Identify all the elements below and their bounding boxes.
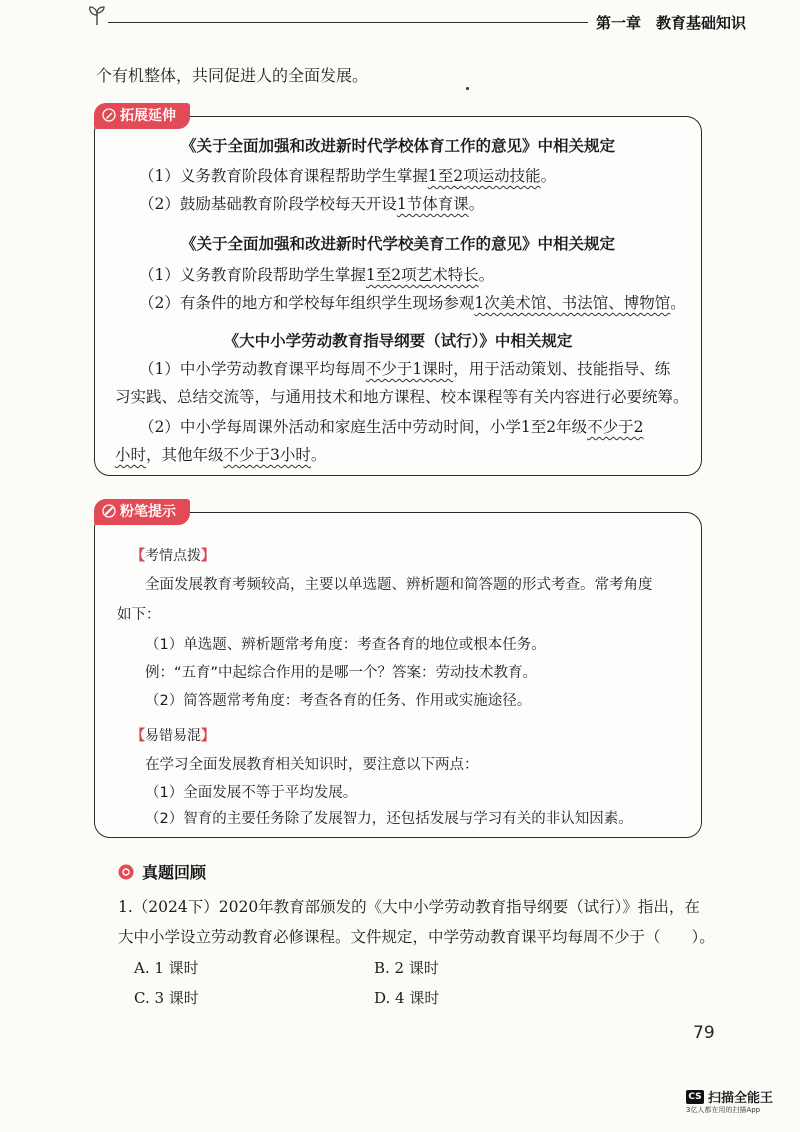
pencil-icon <box>102 108 116 122</box>
tip-text: （2）简答题常考角度：考查各育的任务、作用或实施途径。 <box>145 693 532 709</box>
scanner-slogan: 3亿人都在用的扫描App <box>686 1106 761 1114</box>
list-item-continued: 小时，其他年级不少于3小时。 <box>115 446 327 464</box>
extension-tag <box>94 103 190 129</box>
section-title: 《关于全面加强和改进新时代学校美育工作的意见》中相关规定 <box>180 234 615 253</box>
list-item: （2）鼓励基础教育阶段学校每天开设1节体育课。 <box>139 195 485 213</box>
chapter-title: 第一章 教育基础知识 <box>596 14 747 32</box>
past-questions-heading: 真题回顾 <box>118 860 206 883</box>
page-number: 79 <box>693 1023 715 1043</box>
option-a: A. 1 课时 <box>134 959 199 977</box>
page-header <box>0 0 800 40</box>
sun-icon <box>118 864 134 880</box>
tip-text: （1）全面发展不等于平均发展。 <box>145 785 358 801</box>
scanner-logo: CS <box>686 1090 704 1104</box>
sprout-icon <box>86 4 108 26</box>
chalk-icon <box>102 504 116 518</box>
exam-points-heading: 【考情点拨】 <box>131 548 215 564</box>
tips-box <box>94 504 702 838</box>
option-b: B. 2 课时 <box>374 959 439 977</box>
confusions-heading: 【易错易混】 <box>131 728 215 744</box>
tip-text: （2）智育的主要任务除了发展智力，还包括发展与学习有关的非认知因素。 <box>145 811 633 827</box>
tips-tag <box>94 499 190 525</box>
tips-tag-label: 粉笔提示 <box>120 504 176 520</box>
scanner-watermark <box>686 1086 774 1114</box>
list-item: （1）中小学劳动教育课平均每周不少于1课时，用于活动策划、技能指导、练 <box>139 360 671 378</box>
section-title: 《关于全面加强和改进新时代学校体育工作的意见》中相关规定 <box>180 136 615 155</box>
extension-box <box>94 108 702 476</box>
list-item: （1）义务教育阶段体育课程帮助学生掌握1至2项运动技能。 <box>139 167 557 185</box>
scan-speck <box>466 87 469 90</box>
intro-text: 个有机整体，共同促进人的全面发展。 <box>96 66 369 85</box>
question-text: 1.（2024下）2020年教育部颁发的《大中小学劳动教育指导纲要（试行）》指出，在 <box>118 898 700 916</box>
section-title: 《大中小学劳动教育指导纲要（试行）》中相关规定 <box>223 331 573 350</box>
list-item-continued: 习实践、总结交流等，与通用技术和地方课程、校本课程等有关内容进行必要统筹。 <box>115 388 689 406</box>
question-text: 大中小学设立劳动教育必修课程。文件规定，中学劳动教育课平均每周不少于（ ）。 <box>118 928 715 946</box>
list-item: （1）义务教育阶段帮助学生掌握1至2项艺术特长。 <box>139 266 495 284</box>
extension-tag-label: 拓展延伸 <box>120 108 176 124</box>
tip-text: 全面发展教育考频较高，主要以单选题、辨析题和简答题的形式考查。常考角度 <box>145 577 653 593</box>
tip-text: 例：“五育”中起综合作用的是哪一个？答案：劳动技术教育。 <box>145 665 538 681</box>
tip-text: 在学习全面发展教育相关知识时，要注意以下两点： <box>145 757 479 773</box>
option-d: D. 4 课时 <box>374 989 440 1007</box>
tip-text: （1）单选题、辨析题常考角度：考查各育的地位或根本任务。 <box>145 637 546 653</box>
tip-text: 如下： <box>117 607 161 623</box>
option-c: C. 3 课时 <box>134 989 199 1007</box>
scanner-name: 扫描全能王 <box>708 1091 774 1106</box>
list-item: （2）有条件的地方和学校每年组织学生现场参观1次美术馆、书法馆、博物馆。 <box>139 294 686 312</box>
header-rule <box>108 22 588 23</box>
list-item: （2）中小学每周课外活动和家庭生活中劳动时间，小学1至2年级不少于2 <box>139 418 644 436</box>
